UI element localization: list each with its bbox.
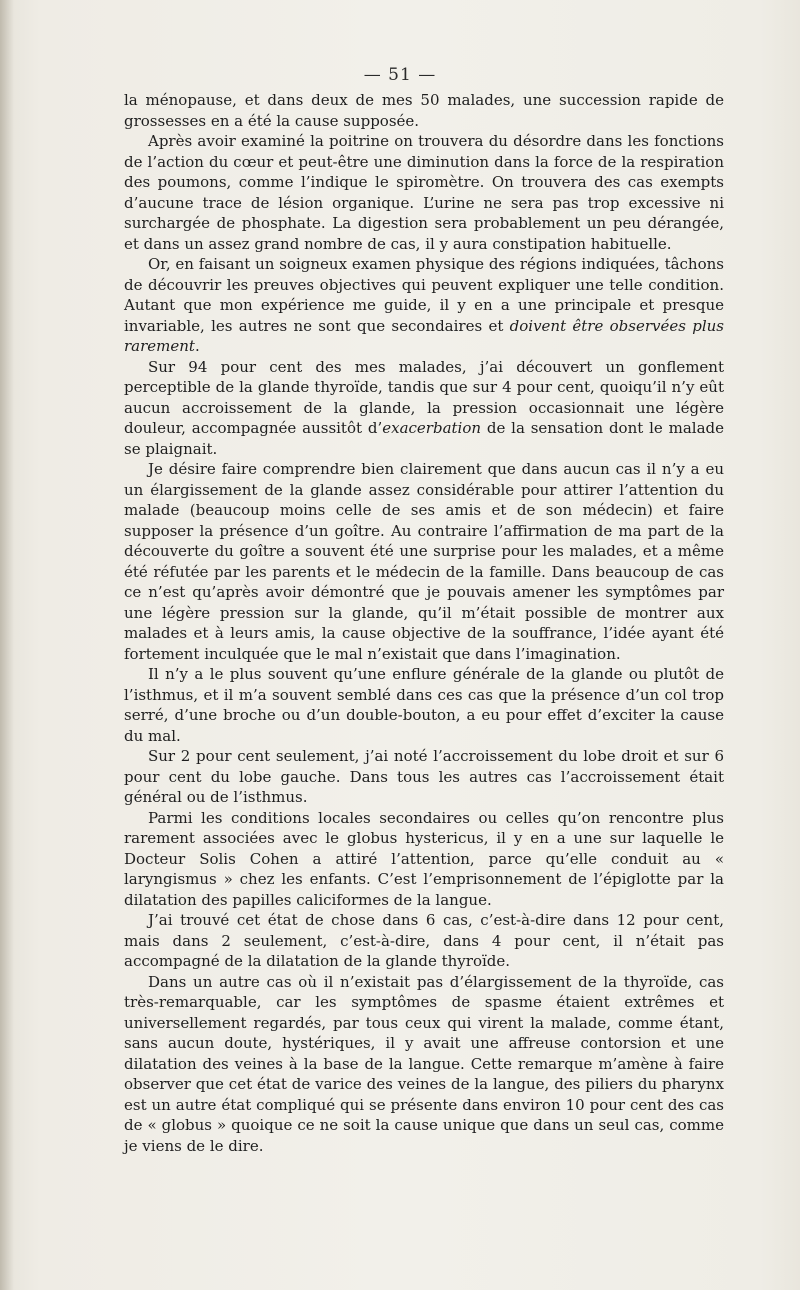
paragraph-4-end: de la sensation dont le malade se plaignait. [124,419,724,458]
paragraph-10: Dans un autre cas où il n’existait pas d’élargissement de la thyroïde, cas très-remarquable, car les symptômes de spasme étaient extrêmes et universellement regardés, par tous ceux qui virent la malade, comme étant, sans aucun doute, hystériques, il y avait une affreuse contorsion et une dilatation des veines à la base de la langue. Cette remarque m’amène à faire observer que cet état de varice des veines de la langue, des piliers du pharynx est un autre état compliqué qui se présente dans environ 10 pour cent des cas de « globus » quoique ce ne soit la cause unique que dans un seul cas, comme je viens de le dire. [124,972,724,1155]
paragraph-4-emphasis: exacerbation [382,419,482,437]
paragraph-9: J’ai trouvé cet état de chose dans 6 cas, c’est-à-dire dans 12 pour cent, mais dans 2 seulement, c’est-à-dire, dans 4 pour cent, il n’était pas accompagné de la dilatation de la glande thyroïde. [124,911,724,970]
paragraph-8: Parmi les conditions locales secondaires ou celles qu’on rencontre plus rarement associées avec le globus hystericus, il y en a une sur laquelle le Docteur Solis Cohen a attiré l’attention, parce qu’elle conduit au « laryngismus » chez les enfants. C’est l’emprisonnement de l’épiglotte par la dilatation des papilles caliciformes de la langue. [124,808,724,909]
paragraph-5: Je désire faire comprendre bien clairement que dans aucun cas il n’y a eu un élargissement de la glande assez considérable pour attirer l’attention du malade (beaucoup moins celle de ses amis et de son médecin) et faire supposer la présence d’un goître. Au contraire l’affirmation de ma part de la découverte du goître a souvent été une surprise pour les malades, et a même été réfutée par les parents et le médecin de la famille. Dans beaucoup de cas ce n’est qu’après avoir démontré que je pouvais amener les symptômes par une légère pression sur la glande, qu’il m’était possible de montrer aux malades et à leurs amis, la cause objective de la souffrance, l’idée ayant été fortement inculquée que le mal n’existait que dans l’imagination. [124,460,724,663]
page-number: — 51 — [363,65,437,85]
paragraph-7: Sur 2 pour cent seulement, j’ai noté l’accroissement du lobe droit et sur 6 pour cent du lobe gauche. Dans tous les autres cas l’accroissement était général ou de l’isthmus. [124,747,724,806]
paragraph-6: Il n’y a le plus souvent qu’une enflure générale de la glande ou plutôt de l’isthmus, et il m’a souvent semblé dans ces cas que la présence d’un col trop serré, d’une broche ou d’un double-bouton, a eu pour effet d’exciter la cause du mal. [124,665,724,745]
paragraph-4 [124,357,724,460]
paragraph-3-text: Or, en faisant un soigneux examen physique des régions indiquées, tâchons de découvrir les preuves objectives qui peuvent expliquer une telle condition. Autant que mon expérience me guide, il y en a une principale et presque invariable, les autres ne sont que secondaires et [124,255,724,335]
paragraph-3 [124,254,724,357]
paragraph-1: la ménopause, et dans deux de mes 50 malades, une succession rapide de grossesses en a été la cause supposée. [124,91,724,130]
paragraph-3-emphasis: doivent être observées plus rarement [124,316,724,355]
page-gutter-shadow [0,0,14,1290]
paragraph-2: Après avoir examiné la poitrine on trouvera du désordre dans les fonctions de l’action du cœur et peut-être une diminution dans la force de la respiration des poumons, comme l’indique le spiromètre. On trouvera des cas exempts d’aucune trace de lésion organique. L’urine ne sera pas trop excessive ni surchargée de phosphate. La digestion sera probablement un peu dérangée, et dans un assez grand nombre de cas, il y aura constipation habituelle. [124,132,724,253]
paragraph-3-end: . [194,337,200,355]
paragraph-4-text: Sur 94 pour cent des mes malades, j’ai découvert un gonflement perceptible de la glande thyroïde, tandis que sur 4 pour cent, quoiqu’il n’y eût aucun accroissement de la glande, la pression occasionnait une légère douleur, accompagnée aussitôt d’ [124,357,724,437]
body-text [124,90,724,1156]
